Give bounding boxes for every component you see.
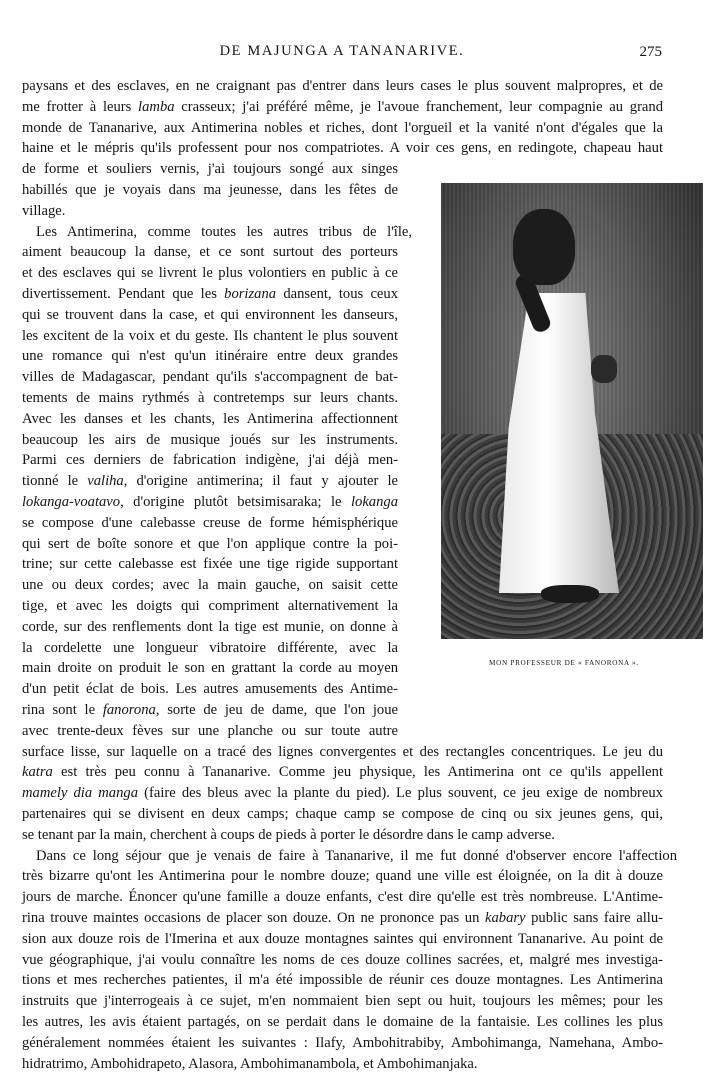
text-run: haine et le mépris qu'ils professent pour nos compatriotes. A voir ces gens, en redingote, chapeau haut xyxy=(22,140,663,157)
text-run: tige, et avec les doigts qui compriment alternativement la xyxy=(22,598,398,614)
text-run: très bizarre qu'ont les Antimerina pour le nombre douze; quand une ville est éloignée, on la dit à douze xyxy=(22,868,663,885)
text-run: habillés que je voyais dans ma jeunesse, dans les fêtes de xyxy=(22,182,398,198)
text-run: d'un petit éclat de bois. Les autres amusements des Antime- xyxy=(22,681,398,698)
italic-term: fanorona xyxy=(102,702,156,718)
text-run: , d'origine antimerina; il faut y ajouter le xyxy=(123,473,398,490)
text-run: les autres, les avis étaient partagés, on se perdait dans le domaine de la fantaisie. Les collines les plus xyxy=(22,1014,663,1030)
text-line xyxy=(22,658,398,678)
text-line xyxy=(22,762,663,782)
text-line xyxy=(22,284,398,304)
text-run: Les Antimerina, comme toutes les autres tribus de l'île, xyxy=(36,223,412,240)
text-line xyxy=(22,908,663,928)
text-line xyxy=(22,159,398,179)
text-run: tements de mains rythmés à contretemps sur leurs chants. xyxy=(22,390,398,406)
text-line xyxy=(22,1012,663,1032)
text-line xyxy=(22,367,398,387)
text-line xyxy=(22,513,398,533)
text-run: qui sert de boîte sonore et que l'on applique contre la poi- xyxy=(22,535,398,552)
italic-term: mamely dia manga xyxy=(22,785,138,802)
text-line xyxy=(22,326,398,346)
italic-term: katra xyxy=(22,764,53,781)
text-line xyxy=(22,305,398,325)
text-run: aiment beaucoup la danse, et ce sont surtout des porteurs xyxy=(22,244,398,261)
text-run: généralement nommées étaient les suivantes : Ilafy, Ambohitrabiby, Ambohimanga, Namehana, Ambo- xyxy=(22,1034,663,1051)
text-line xyxy=(22,929,663,949)
text-run: avec trente-deux fèves sur une planche ou sur toute autre xyxy=(22,722,398,739)
text-line xyxy=(22,887,663,907)
text-run: beaucoup les airs de musique joués sur les instruments. xyxy=(22,431,398,448)
text-line xyxy=(22,242,398,262)
text-run: de forme et souliers vernis, j'ai toujours songé aux singes xyxy=(22,161,398,178)
text-line xyxy=(22,742,663,762)
running-title: DE MAJUNGA A TANANARIVE. xyxy=(219,43,465,59)
text-run: Avec les danses et les chants, les Antimerina affectionnent xyxy=(22,410,398,427)
text-line xyxy=(22,118,663,138)
text-line xyxy=(22,534,398,554)
text-line xyxy=(22,596,398,616)
text-line xyxy=(22,388,398,408)
text-run: une romance qui n'est qu'un itinéraire entre deux grandes xyxy=(22,348,398,365)
text-run: rina sont le xyxy=(22,702,103,718)
text-line xyxy=(22,617,398,637)
text-run: partenaires qui se divisent en deux camps; chaque camp se compose de cinq ou six jeunes gens, qui, xyxy=(22,806,663,822)
text-line xyxy=(22,222,412,242)
text-run: instruits que j'interrogeais à ce sujet, m'en nommaient bien sept ou huit, toujours les mêmes; pour les xyxy=(22,993,663,1010)
italic-term: kabary xyxy=(485,910,526,926)
text-line xyxy=(22,866,663,886)
text-line xyxy=(22,409,398,429)
text-run: sion aux douze rois de l'Imerina et aux douze montagnes saintes qui environnent Tananarive. Au point de xyxy=(22,930,663,947)
text-line xyxy=(22,263,398,283)
text-line xyxy=(22,991,663,1011)
text-run: jours de marche. Énoncer qu'une famille a douze enfants, c'est dire qu'elle est très nombreuse. L'Antime- xyxy=(22,889,663,906)
text-run: Dans ce long séjour que je venais de faire à Tananarive, il me fut donné d'observer encore l'affection xyxy=(36,847,677,864)
text-run: et des esclaves qui se livrent le plus volontiers en public à ce xyxy=(22,265,398,282)
text-run: qui se trouvent dans la case, et qui environnent les danseurs, xyxy=(22,306,398,323)
text-line xyxy=(22,679,398,699)
text-line xyxy=(22,950,663,970)
text-line xyxy=(22,638,398,658)
italic-term: borizana xyxy=(224,286,277,302)
text-run: rina trouve maintes occasions de placer son douze. On ne prononce pas un xyxy=(22,910,485,926)
text-run: se compose d'une calebasse creuse de forme hémisphérique xyxy=(22,514,398,531)
text-line xyxy=(22,471,398,491)
text-run: , d'origine plutôt betsimisaraka; le xyxy=(120,494,351,510)
text-run: public sans faire allu- xyxy=(525,910,663,926)
text-line xyxy=(22,554,398,574)
text-line xyxy=(22,970,663,990)
text-line xyxy=(22,575,398,595)
text-run: Parmi ces derniers de fabrication indigène, j'ai déjà men- xyxy=(22,452,398,469)
text-run: tions et mes recherches patientes, il m'a été impossible de réunir ces douze montagnes. Les Antimerina xyxy=(22,972,663,989)
text-line xyxy=(22,825,663,845)
text-line xyxy=(22,1054,663,1074)
text-run: divertissement. Pendant que les xyxy=(22,286,225,302)
page-header xyxy=(22,43,662,65)
text-line xyxy=(22,1033,663,1053)
text-run: crasseux; j'ai préféré même, je l'avoue franchement, leur compagnie au grand xyxy=(174,98,663,115)
figure-caption: MON PROFESSEUR DE « FANORONA ». xyxy=(489,659,639,667)
text-run: paysans et des esclaves, en ne craignant pas d'entrer dans leurs cases le plus souvent malpropres, et de xyxy=(22,78,663,94)
text-run: me frotter à leurs xyxy=(22,98,139,115)
text-run: trine; sur cette calebasse est fixée une tige rigide supportant xyxy=(22,556,398,573)
text-run: villes de Madagascar, pendant qu'ils s'accompagnent de bat- xyxy=(22,369,398,386)
text-run: se tenant par la main, cherchent à coups de pieds à porter le désordre dans le camp adverse. xyxy=(22,826,555,843)
text-run: surface lisse, sur laquelle on a tracé des lignes convergentes et des rectangles concentriques. Le jeu du xyxy=(22,743,663,760)
text-run: , sorte de jeu de dame, que l'on joue xyxy=(155,702,398,718)
text-line xyxy=(22,700,398,720)
text-run: monde de Tananarive, aux Antimerina nobles et riches, dont l'orgueil et la vanité n'ont d'égales que la xyxy=(22,119,663,136)
text-run: tionné le xyxy=(22,473,88,490)
text-run: les excitent de la voix et du geste. Ils chantent le plus souvent xyxy=(22,327,398,344)
text-run: (faire des bleus avec la plante du pied). Le plus souvent, ce jeu exige de nombreux xyxy=(138,785,663,802)
text-line xyxy=(22,76,663,96)
text-run: dansent, tous ceux xyxy=(276,286,398,302)
text-run: une ou deux cordes; avec la main gauche, on saisit cette xyxy=(22,577,398,594)
text-line xyxy=(22,430,398,450)
italic-term: lamba xyxy=(138,98,175,115)
text-line xyxy=(22,201,398,221)
text-run: corde, sur des renflements dont la tige est munie, on donne à xyxy=(22,618,398,635)
text-line xyxy=(22,804,663,824)
italic-term: lokanga xyxy=(350,494,398,510)
text-line xyxy=(22,783,663,803)
text-line xyxy=(22,450,398,470)
text-line xyxy=(22,492,398,512)
text-line xyxy=(22,97,663,117)
text-run: hidratrimo, Ambohidrapeto, Alasora, Ambohimanambola, et Ambohimanjaka. xyxy=(22,1055,478,1072)
page-number: 275 xyxy=(639,44,662,60)
text-line xyxy=(22,721,398,741)
text-run: vue géographique, j'ai voulu connaître les noms de ces douze collines sacrées, et, malgré mes investiga- xyxy=(22,951,663,968)
text-line xyxy=(22,346,398,366)
text-run: village. xyxy=(22,202,66,219)
text-line xyxy=(22,138,663,158)
text-line xyxy=(22,180,398,200)
photograph-girl xyxy=(441,183,703,639)
italic-term: valiha xyxy=(87,473,124,490)
italic-term: lokanga-voatavo xyxy=(22,494,121,510)
text-line xyxy=(22,846,677,866)
text-run: est très peu connu à Tananarive. Comme jeu physique, les Antimerina ont ce qu'ils appellent xyxy=(52,764,663,781)
text-run: la cordelette une longueur vibratoire différente, avec la xyxy=(22,639,398,656)
text-run: main droite on produit le son en grattant la corde au moyen xyxy=(22,660,398,677)
